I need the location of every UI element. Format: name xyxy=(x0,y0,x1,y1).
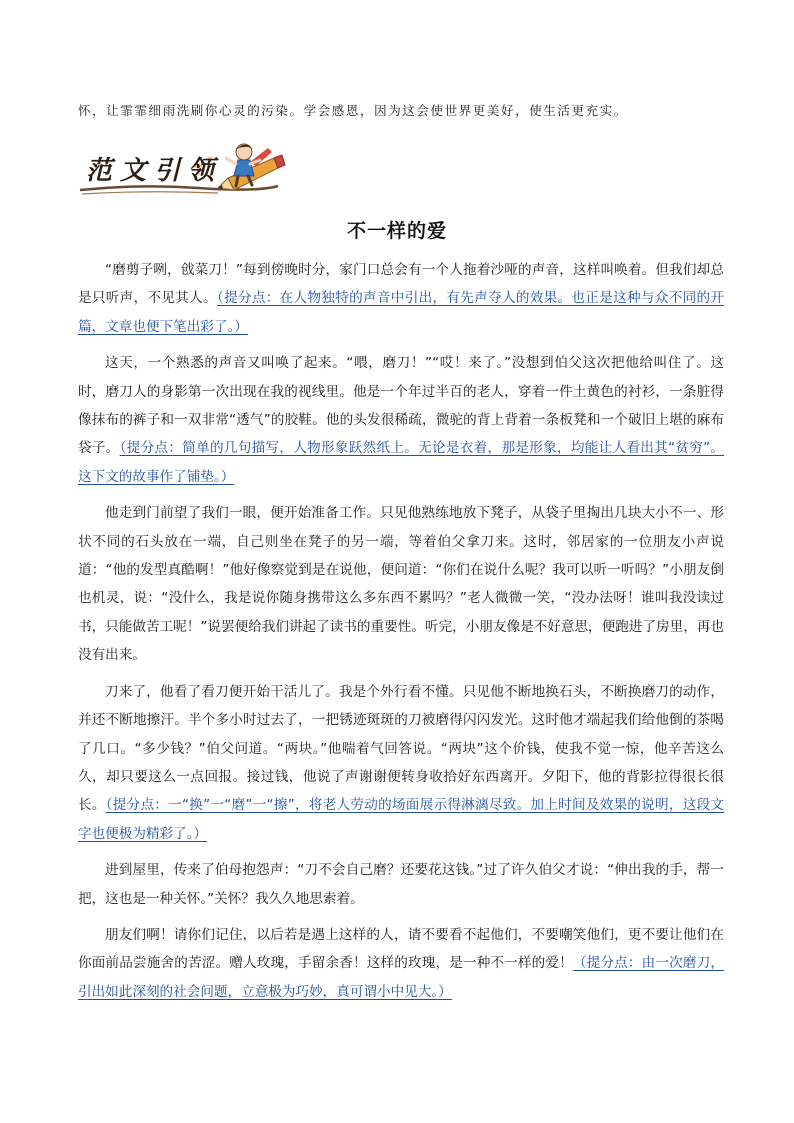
article-title: 不一样的爱 xyxy=(346,220,447,242)
article-body xyxy=(78,256,724,1014)
paragraph-1 xyxy=(78,256,724,341)
score-point-note: （提分点：由一次磨刀，引出如此深刻的社会问题，立意极为巧妙，真可谓小中见大。） xyxy=(78,955,725,1000)
paragraph-5 xyxy=(78,856,724,913)
paragraph-text: 他走到门前望了我们一眼，便开始准备工作。只见他熟练地放下凳子，从袋子里掏出几块大小不一、形状不同的石头放在一端，自己则坐在凳子的另一端，等着伯父拿刀来。这时，邻居家的一位朋友小声说道：“他的发型真酷啊！”他好像察觉到是在说他，便问道：“你们在说什么呢？我可以听一听吗？”小朋友倒也机灵，说：“没什么，我是说你随身携带这么多东西不累吗？”老人微微一笑，“没办法呀！谁叫我没读过书，只能做苦工呢！”说罢便给我们讲起了读书的重要性。听完，小朋友像是不好意思，便跑进了房里，再也没有出来。 xyxy=(78,505,724,664)
score-point-note: （提分点：一“换”一“磨”一“擦”，将老人劳动的场面展示得淋漓尽致。加上时间及效果的说明，这段文字也便极为精彩了。） xyxy=(78,797,725,842)
paragraph-text: 刀来了，他看了看刀便开始干活儿了。我是个外行看不懂。只见他不断地换石头，不断换磨刀的动作，并还不断地擦汗。半个多小时过去了，一把锈迹斑斑的刀被磨得闪闪发光。这时他才端起我们给他倒的茶喝了几口。“多少钱？”伯父问道。“两块。”他喘着气回答说。“两块”这个价钱，使我不觉一惊，他辛苦这么久，却只要这么一点回报。接过钱，他说了声谢谢便转身收拾好东西离开。夕阳下，他的背影拉得很长很长。 xyxy=(78,683,724,814)
section-banner xyxy=(78,138,288,204)
paragraph-6 xyxy=(78,921,724,1006)
paragraph-text: 进到屋里，传来了伯母抱怨声：“刀不会自己磨？还要花这钱。”过了许久伯父才说：“伸出我的手，帮一把，这也是一种关怀。”关怀？我久久地思索着。 xyxy=(78,862,724,907)
paragraph-3 xyxy=(78,499,724,669)
banner-title: 范文引领 xyxy=(86,156,223,186)
score-point-note: （提分点：简单的几句描写，人物形象跃然纸上。无论是衣着，那是形象，均能让人看出其“贫穷”。这下文的故事作了铺垫。） xyxy=(78,440,724,485)
paragraph-text: 朋友们啊！请你们记住，以后若是遇上这样的人，请不要看不起他们，不要嘲笑他们，更不要让他们在你面前品尝施舍的苦涩。赠人玫瑰，手留余香！这样的玫瑰，是一种不一样的爱！ xyxy=(78,926,724,972)
paragraph-text: “磨剪子咧，戗菜刀！”每到傍晚时分，家门口总会有一个人拖着沙哑的声音，这样叫唤着。但我们却总是只听声，不见其人。 xyxy=(78,262,724,307)
paragraph-2 xyxy=(78,349,724,491)
previous-text-line: 怀，让霏霏细雨洗刷你心灵的污染。学会感恩，因为这会使世界更美好，使生活更充实。 xyxy=(78,103,628,118)
paragraph-text: 这天，一个熟悉的声音又叫唤了起来。“喂，磨刀！”“哎！来了。”没想到伯父这次把他给叫住了。这时，磨刀人的身影第一次出现在我的视线里。他是一个年过半百的老人，穿着一件土黄色的衬衫，一条脏得像抹布的裤子和一双非常“透气”的胶鞋。他的头发很稀疏，微驼的背上背着一条板凳和一个破旧上堪的麻布袋子。 xyxy=(78,355,724,457)
paragraph-4 xyxy=(78,678,724,848)
score-point-note: （提分点：在人物独特的声音中引出，有先声夺人的效果。也正是这种与众不同的开篇，文章也便下笔出彩了。） xyxy=(78,290,725,335)
